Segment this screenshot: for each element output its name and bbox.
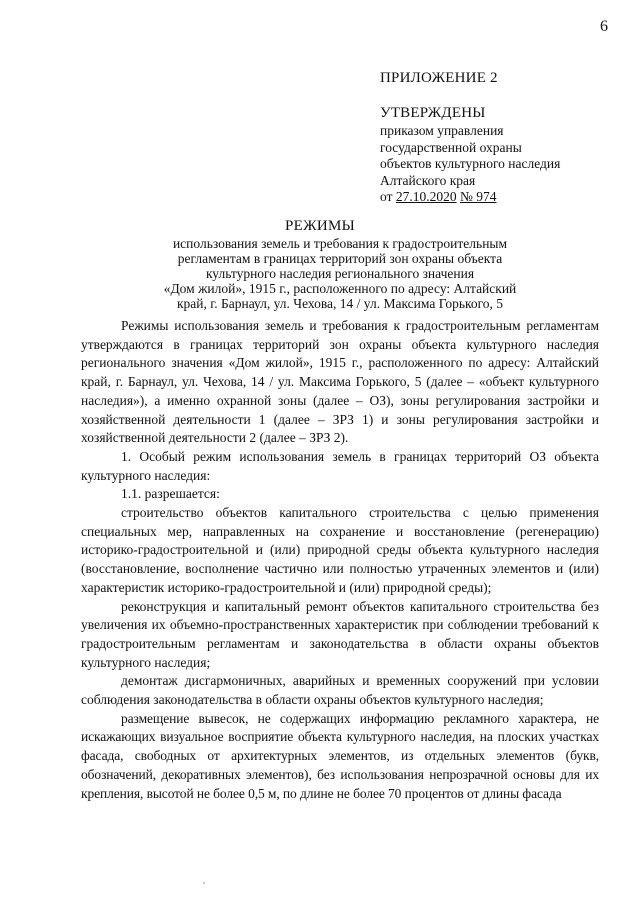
approval-line: объектов культурного наследия: [380, 156, 561, 171]
order-number: № 974: [459, 189, 497, 204]
approval-line: Алтайского края: [380, 172, 476, 188]
approved-label: УТВЕРЖДЕНЫ: [380, 105, 486, 121]
order-reference: [380, 189, 620, 206]
subsection-heading: 1.1. разрешается:: [121, 486, 220, 502]
list-item: строительство объектов капитального строительства с целью применения специальных мер, направленных на сохранение и восстановление (регенерацию) историко-градостроительной и (или) природной среды объекта культурного наследия (восстановление, восполнение частично или полностью утраченных элементов и (или) характеристик историко-градостроительной и (или) природной среды);: [81, 505, 599, 595]
subtitle-line: регламентам в границах территорий зон охраны объекта: [177, 251, 503, 266]
appendix-title: ПРИЛОЖЕНИЕ 2: [380, 70, 498, 86]
subtitle-line: «Дом жилой», 1915 г., расположенного по адресу: Алтайский: [163, 281, 517, 296]
list-item: реконструкция и капитальный ремонт объектов капитального строительства без увеличения их объемно-пространственных характеристик при соблюдении требований к градостроительным регламентам и законодательства в области охраны объектов культурного наследия;: [81, 598, 599, 670]
document-body: [81, 317, 599, 803]
approval-line: приказом управления: [380, 123, 504, 138]
scan-speck: [203, 882, 205, 884]
subtitle-line: использования земель и требования к градостроительным: [172, 236, 508, 251]
subtitle-line: край, г. Барнаул, ул. Чехова, 14 / ул. Максима Горького, 5: [176, 296, 504, 311]
order-prefix: от: [380, 189, 396, 204]
page-number: 6: [600, 18, 608, 35]
section-heading: 1. Особый режим использования земель в границах территорий ОЗ объекта культурного наследия:: [81, 448, 599, 483]
approval-block: [380, 123, 620, 206]
subtitle-line: культурного наследия регионального значения: [205, 266, 475, 281]
document-subtitle: [120, 236, 560, 311]
list-item: демонтаж дисгармоничных, аварийных и временных сооружений при условии соблюдения законодательства в области охраны объектов культурного наследия;: [81, 673, 599, 708]
list-item: размещение вывесок, не содержащих информацию рекламного характера, не искажающих визуальное восприятие объекта культурного наследия, на плоских участках фасада, свободных от архитектурных элементов, из отдельных элементов (букв, обозначений, декоративных элементов), без использования непрозрачной основы для их крепления, высотой не более 0,5 м, по длине не более 70 процентов от длины фасада: [81, 710, 599, 801]
approval-line: государственной охраны: [380, 139, 522, 155]
document-title: РЕЖИМЫ: [285, 218, 355, 234]
intro-paragraph: Режимы использования земель и требования к градостроительным регламентам утверждаются в границах территорий зон охраны объекта культурного наследия регионального значения «Дом жилой», 1915 г., расположенного по адресу: Алтайский край, г. Барнаул, ул. Чехова, 14 / ул. Максима Горького, 5 (далее – «объект культурного наследия»), а именно охранной зоны (далее – ОЗ), зоны регулирования застройки и хозяйственной деятельности 1 (далее – ЗРЗ 1) и зоны регулирования застройки и хозяйственной деятельности 2 (далее – ЗРЗ 2).: [81, 318, 599, 446]
order-date: 27.10.2020: [395, 189, 457, 204]
